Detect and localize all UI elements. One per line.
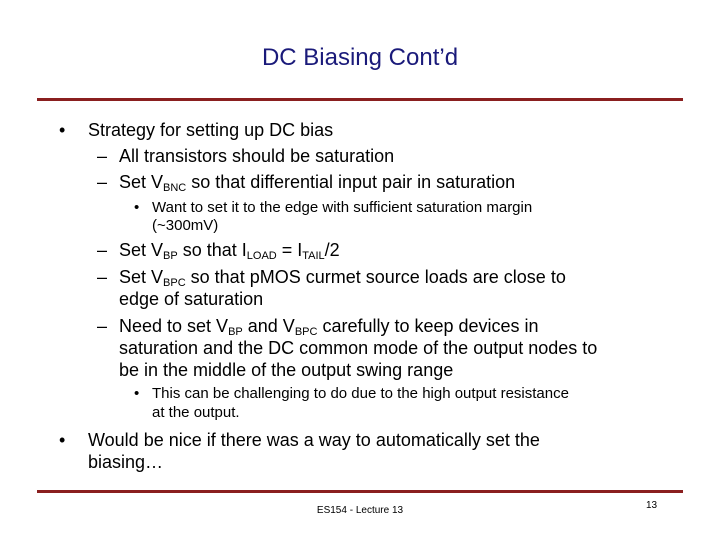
subbullet-set-vbnc: Set $V_{BNC}$ so that differential input pair in saturation bbox=[119, 172, 516, 194]
subbullet-set-vbpc-line2: edge of saturation bbox=[119, 289, 264, 309]
subsub-challenging-line1: This can be challenging to do due to the high output resistance bbox=[152, 385, 569, 402]
dash-icon: – bbox=[97, 172, 108, 192]
dash-icon: – bbox=[97, 240, 108, 260]
subbullet-set-vbpc-line1: Set $V_{BPC}$ so that pMOS curmet source loads are close to bbox=[119, 267, 566, 289]
subbullet-need-to-set-line1: Need to set $V_{BP}$ and $V_{BPC}$ carefully to keep devices in bbox=[119, 316, 539, 338]
subsub-edge-margin-line1: Want to set it to the edge with sufficient saturation margin bbox=[152, 199, 533, 216]
title-divider bbox=[37, 98, 683, 101]
dash-icon: – bbox=[97, 267, 108, 287]
subsub-edge-margin-line2: (~300mV) bbox=[152, 217, 219, 234]
bullet-strategy: Strategy for setting up DC bias bbox=[88, 120, 334, 140]
bullet-icon: • bbox=[59, 430, 66, 450]
slide-title: DC Biasing Cont’d bbox=[261, 44, 459, 71]
subbullet-need-to-set-line3: be in the middle of the output swing range bbox=[119, 360, 454, 380]
subbullet-all-transistors: All transistors should be saturation bbox=[119, 146, 395, 166]
footer-divider bbox=[37, 490, 683, 493]
bullet-would-be-nice-line1: Would be nice if there was a way to automatically set the bbox=[88, 430, 540, 450]
bullet-icon: • bbox=[134, 199, 140, 216]
dash-icon: – bbox=[97, 146, 108, 166]
footer-lecture: ES154 - Lecture 13 bbox=[316, 505, 404, 516]
subbullet-need-to-set-line2: saturation and the DC common mode of the output nodes to bbox=[119, 338, 598, 358]
bullet-would-be-nice-line2: biasing… bbox=[88, 452, 164, 472]
dash-icon: – bbox=[97, 316, 108, 336]
bullet-icon: • bbox=[134, 385, 140, 402]
subsub-challenging-line2: at the output. bbox=[152, 404, 240, 421]
bullet-icon: • bbox=[59, 120, 66, 140]
page-number: 13 bbox=[646, 500, 658, 511]
subbullet-set-vbp: Set $V_{BP}$ so that $I_{LOAD} = I_{TAIL}/2$ bbox=[119, 240, 340, 262]
